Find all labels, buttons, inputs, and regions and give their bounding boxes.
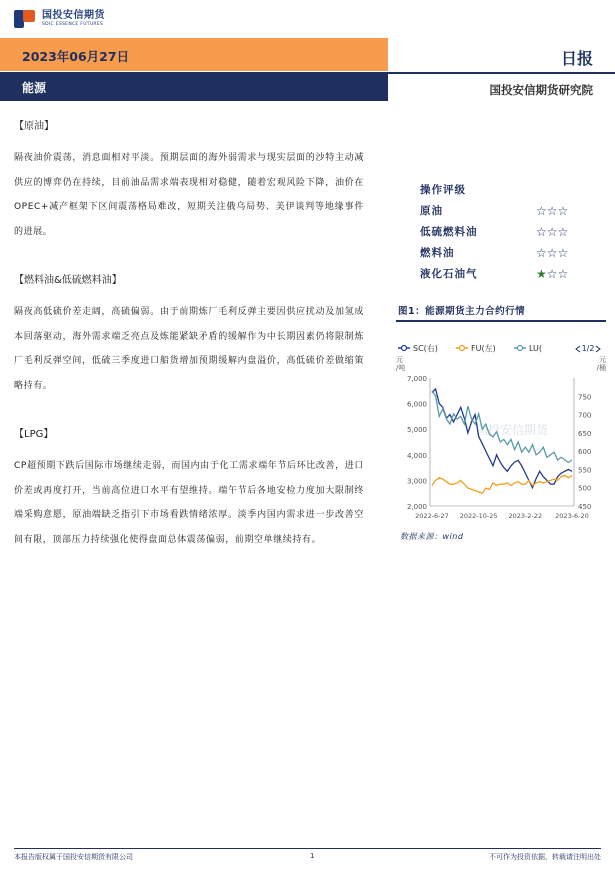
section-lpg xyxy=(14,428,364,552)
institute-name: 国投安信期货研究院 xyxy=(489,83,593,97)
legend-label: LU( xyxy=(529,344,543,353)
footer-divider xyxy=(14,848,601,849)
section-body: CP超预期下跌后国际市场继续走弱，而国内由于化工需求端年节后环比改善，进口价差或再度打开，当前高位进口水平有望维持。端午节后各地安检力度加大限制终端采购意愿，原油端缺乏指引下市场看跌情绪浓厚。淡季内国内需求进一步改善空间有限，顶部压力持续强化使得盘面总体震荡偏弱，前期空单继续持有。 xyxy=(14,461,364,545)
logo-mark-icon xyxy=(14,8,36,30)
series-line-SC(右) xyxy=(432,389,572,488)
logo-name-cn: 国投安信期货 xyxy=(42,10,105,21)
x-tick: 2023-6-20 xyxy=(555,512,589,520)
chart-watermark: 国投安信期货 xyxy=(475,423,549,437)
report-date: 2023年06月27日 xyxy=(22,49,130,64)
y-left-tick: 7,000 xyxy=(406,375,427,383)
legend-marker xyxy=(402,346,407,351)
rating-row xyxy=(420,222,580,243)
y-right-tick: 600 xyxy=(578,448,592,457)
section-title: 【燃料油&低硫燃料油】 xyxy=(14,275,122,286)
section-crude-oil xyxy=(14,120,364,244)
rating-row xyxy=(420,264,580,285)
legend-prev-icon xyxy=(576,346,580,352)
legend-marker xyxy=(518,346,523,351)
y-left-tick: 5,000 xyxy=(406,426,427,435)
y-right-tick: 750 xyxy=(578,393,592,402)
rating-item-name: 低硫燃料油 xyxy=(420,226,478,238)
x-tick: 2023-2-22 xyxy=(508,512,543,520)
section-body: 隔夜油价震荡，消息面相对平淡。预期层面的海外弱需求与现实层面的沙特主动减供应的博弈仍在持续，目前油品需求端表现相对稳健，随着宏观风险下降，油价在OPEC+减产框架下区间震荡格局难改，短期关注俄乌局势、美伊谈判等地缘事件的进展。 xyxy=(14,153,364,237)
rating-item-name: 燃料油 xyxy=(420,247,455,259)
report-body xyxy=(14,120,364,552)
rating-row xyxy=(420,243,580,264)
legend-page: 1/2 xyxy=(581,344,595,353)
figure-divider xyxy=(396,320,606,322)
figure-title: 图1：能源期货主力合约行情 xyxy=(398,306,526,317)
legend-label: FU(左) xyxy=(471,344,496,353)
figure-source: 数据来源：wind xyxy=(400,532,464,541)
y-left-tick: 3,000 xyxy=(406,477,427,486)
sector-label: 能源 xyxy=(22,81,47,95)
rating-stars-icon: ☆☆☆ xyxy=(536,204,569,218)
footer-copyright: 本报告版权属于国投安信期货有限公司 xyxy=(14,853,133,861)
company-logo xyxy=(14,8,105,30)
legend-marker xyxy=(460,346,465,351)
legend-next-icon xyxy=(596,346,600,352)
y-right-tick: 550 xyxy=(578,466,592,475)
report-type: 日报 xyxy=(560,49,593,68)
y-right-tick: 450 xyxy=(578,503,592,511)
section-title: 【原油】 xyxy=(14,121,54,132)
y-right-tick: 500 xyxy=(578,484,592,493)
x-tick: 2022-6-27 xyxy=(415,512,449,520)
rating-item-name: 液化石油气 xyxy=(420,268,478,280)
sector-banner xyxy=(0,72,388,101)
x-tick: 2022-10-25 xyxy=(459,512,498,520)
chart-svg xyxy=(394,336,608,524)
left-unit-label: 元 xyxy=(396,356,403,364)
y-right-tick: 700 xyxy=(578,411,592,420)
section-title: 【LPG】 xyxy=(14,429,54,440)
y-left-tick: 6,000 xyxy=(406,400,427,409)
rating-stars-icon: ★☆☆ xyxy=(536,267,569,281)
right-unit-label: 元 xyxy=(599,356,606,364)
right-unit-label: /桶 xyxy=(596,364,606,372)
section-fuel-oil xyxy=(14,274,364,398)
section-body: 隔夜高低硫价差走阔，高硫偏弱。由于前期炼厂毛利反弹主要因供应扰动及加氢成本回落驱动，海外需求端乏亮点及炼能紧缺矛盾的缓解作为中长期因素仍将限制炼厂毛利反弹空间，低硫三季度进口船货增加预期缓解内盘溢价，高低硫价差做缩策略持有。 xyxy=(14,307,364,391)
footer-disclaimer: 不可作为投资依据，转载请注明出处 xyxy=(489,853,601,861)
rating-stars-icon: ☆☆☆ xyxy=(536,225,569,239)
left-unit-label: /吨 xyxy=(396,364,406,372)
y-left-tick: 2,000 xyxy=(406,503,427,511)
rating-heading: 操作评级 xyxy=(420,184,466,196)
header-divider xyxy=(388,72,615,74)
rating-row xyxy=(420,201,580,222)
price-chart xyxy=(394,336,608,524)
legend-label: SC(右) xyxy=(413,344,438,353)
y-left-tick: 4,000 xyxy=(406,451,427,460)
rating-panel xyxy=(420,180,580,285)
page-number: 1 xyxy=(310,852,315,860)
logo-name-en: SDIC ESSENCE FUTURES xyxy=(42,22,104,27)
rating-item-name: 原油 xyxy=(420,205,443,217)
rating-stars-icon: ☆☆☆ xyxy=(536,246,569,260)
y-right-tick: 650 xyxy=(578,429,592,438)
